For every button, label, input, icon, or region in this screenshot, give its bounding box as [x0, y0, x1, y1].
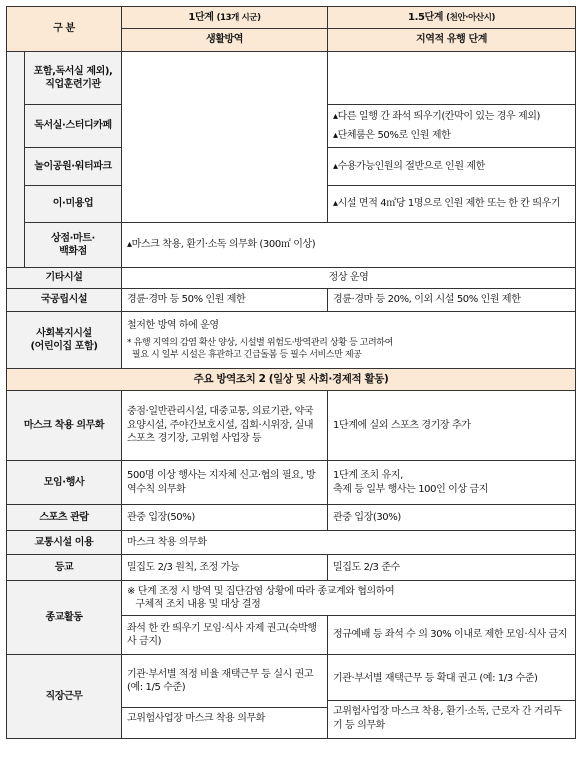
national-facilities-label: 국공립시설 — [7, 289, 122, 312]
section2-title: 주요 방역조치 2 (일상 및 사회·경제적 활동) — [7, 369, 576, 391]
stage15-header — [328, 7, 576, 29]
mask-stage15: 1단계에 실외 스포츠 경기장 추가 — [328, 391, 576, 461]
stage1-subheader: 생활방역 — [122, 29, 328, 52]
facility-label: 포함,독서실 제외), 직업훈련기관 — [25, 52, 122, 105]
stage1-header — [122, 7, 328, 29]
other-facilities-label: 기타시설 — [7, 268, 122, 289]
facility-stage15: ▴수용가능인원의 절반으로 인원 제한 — [328, 148, 576, 186]
stage15-subheader: 지역적 유행 단계 — [328, 29, 576, 52]
facility-stage15: ▴다른 일행 간 좌석 띄우기(칸막이 있는 경우 제외) ▴단체룸은 50%로 인원 제한 — [328, 105, 576, 148]
sports-stage1: 관중 입장(50%) — [122, 505, 328, 531]
welfare-text: 철저한 방역 하에 운영 — [127, 319, 219, 331]
gathering-label: 모임·행사 — [7, 461, 122, 505]
stage15-title: 1.5단계 — [408, 11, 444, 23]
store-label: 상점·마트· 백화점 — [25, 223, 122, 268]
school-stage1: 밀집도 2/3 원칙, 조정 가능 — [122, 555, 328, 581]
facility-stage1-empty — [122, 52, 328, 223]
sports-stage15: 관중 입장(30%) — [328, 505, 576, 531]
religion-stage1: 좌석 한 칸 띄우기 모임·식사 자제 권고(숙박행사 금지) — [122, 616, 328, 655]
work-stage15 — [328, 655, 576, 739]
category-header: 구 분 — [7, 7, 122, 52]
gathering-stage1: 500명 이상 행사는 지자체 신고·협의 필요, 방역수칙 의무화 — [122, 461, 328, 505]
sports-label: 스포츠 관람 — [7, 505, 122, 531]
transit-label: 교통시설 이용 — [7, 531, 122, 555]
welfare-label: 사회복지시설 (어린이집 포함) — [7, 312, 122, 369]
religion-label: 종교활동 — [7, 581, 122, 655]
facility-label: 놀이공원·워터파크 — [25, 148, 122, 186]
mask-label: 마스크 착용 의무화 — [7, 391, 122, 461]
religion-stage15: 정규예배 등 좌석 수 의 30% 이내로 제한 모임·식사 금지 — [328, 616, 576, 655]
mask-stage1: 중점·일반관리시설, 대중교통, 의료기관, 약국 요양시설, 주야간보호시설, 집회·시위장, 실내 스포츠 경기장, 고위험 사업장 등 — [122, 391, 328, 461]
work-stage1-mask: 고위험사업장 마스크 착용 의무화 — [122, 707, 327, 730]
religion-note: ※ 단계 조정 시 방역 및 집단감염 상황에 따라 종교계와 협의하여 구체적 조치 내용 및 대상 결정 — [122, 581, 576, 616]
work-stage15-mask: 고위험사업장 마스크 착용, 환기·소독, 근로자 간 거리두기 등 의무화 — [328, 700, 575, 736]
gathering-stage15: 1단계 조치 유지, 축제 등 일부 행사는 100인 이상 금지 — [328, 461, 576, 505]
stage1-note: (13개 시군) — [216, 12, 261, 23]
welfare-note: * 유행 지역의 감염 확산 양상, 시설별 위험도·방역관리 상황 등 고려하여 필요 시 일부 시설은 휴관하고 긴급돌봄 등 필수 서비스만 제공 — [127, 338, 393, 361]
facility-label: 이·미용업 — [25, 186, 122, 223]
national-stage15: 경륜·경마 등 20%, 이외 시설 50% 인원 제한 — [328, 289, 576, 312]
facility-stage15 — [328, 52, 576, 105]
work-stage1-remote: 기관·부서별 적정 비율 재택근무 등 실시 권고 (예: 1/5 수준) — [127, 668, 314, 694]
covid-measures-table — [6, 6, 576, 739]
stage1-title: 1단계 — [188, 11, 214, 23]
facility-stage15: ▴시설 면적 4㎡당 1명으로 인원 제한 또는 한 칸 띄우기 — [328, 186, 576, 223]
other-facilities-text: 정상 운영 — [122, 268, 576, 289]
school-label: 등교 — [7, 555, 122, 581]
store-text: ▴마스크 착용, 환기·소독 의무화 (300㎡ 이상) — [122, 223, 576, 268]
school-stage15: 밀집도 2/3 준수 — [328, 555, 576, 581]
national-stage1: 경륜·경마 등 50% 인원 제한 — [122, 289, 328, 312]
transit-text: 마스크 착용 의무화 — [122, 531, 576, 555]
welfare-cell — [122, 312, 576, 369]
work-stage15-remote: 기관·부서별 재택근무 등 확대 권고 (예: 1/3 수준) — [333, 672, 538, 684]
work-label: 직장근무 — [7, 655, 122, 739]
work-stage1 — [122, 655, 328, 739]
facility-label: 독서실·스터디카페 — [25, 105, 122, 148]
stage15-note: (천안·아산시) — [446, 12, 496, 23]
facility-group-cell — [7, 52, 25, 268]
